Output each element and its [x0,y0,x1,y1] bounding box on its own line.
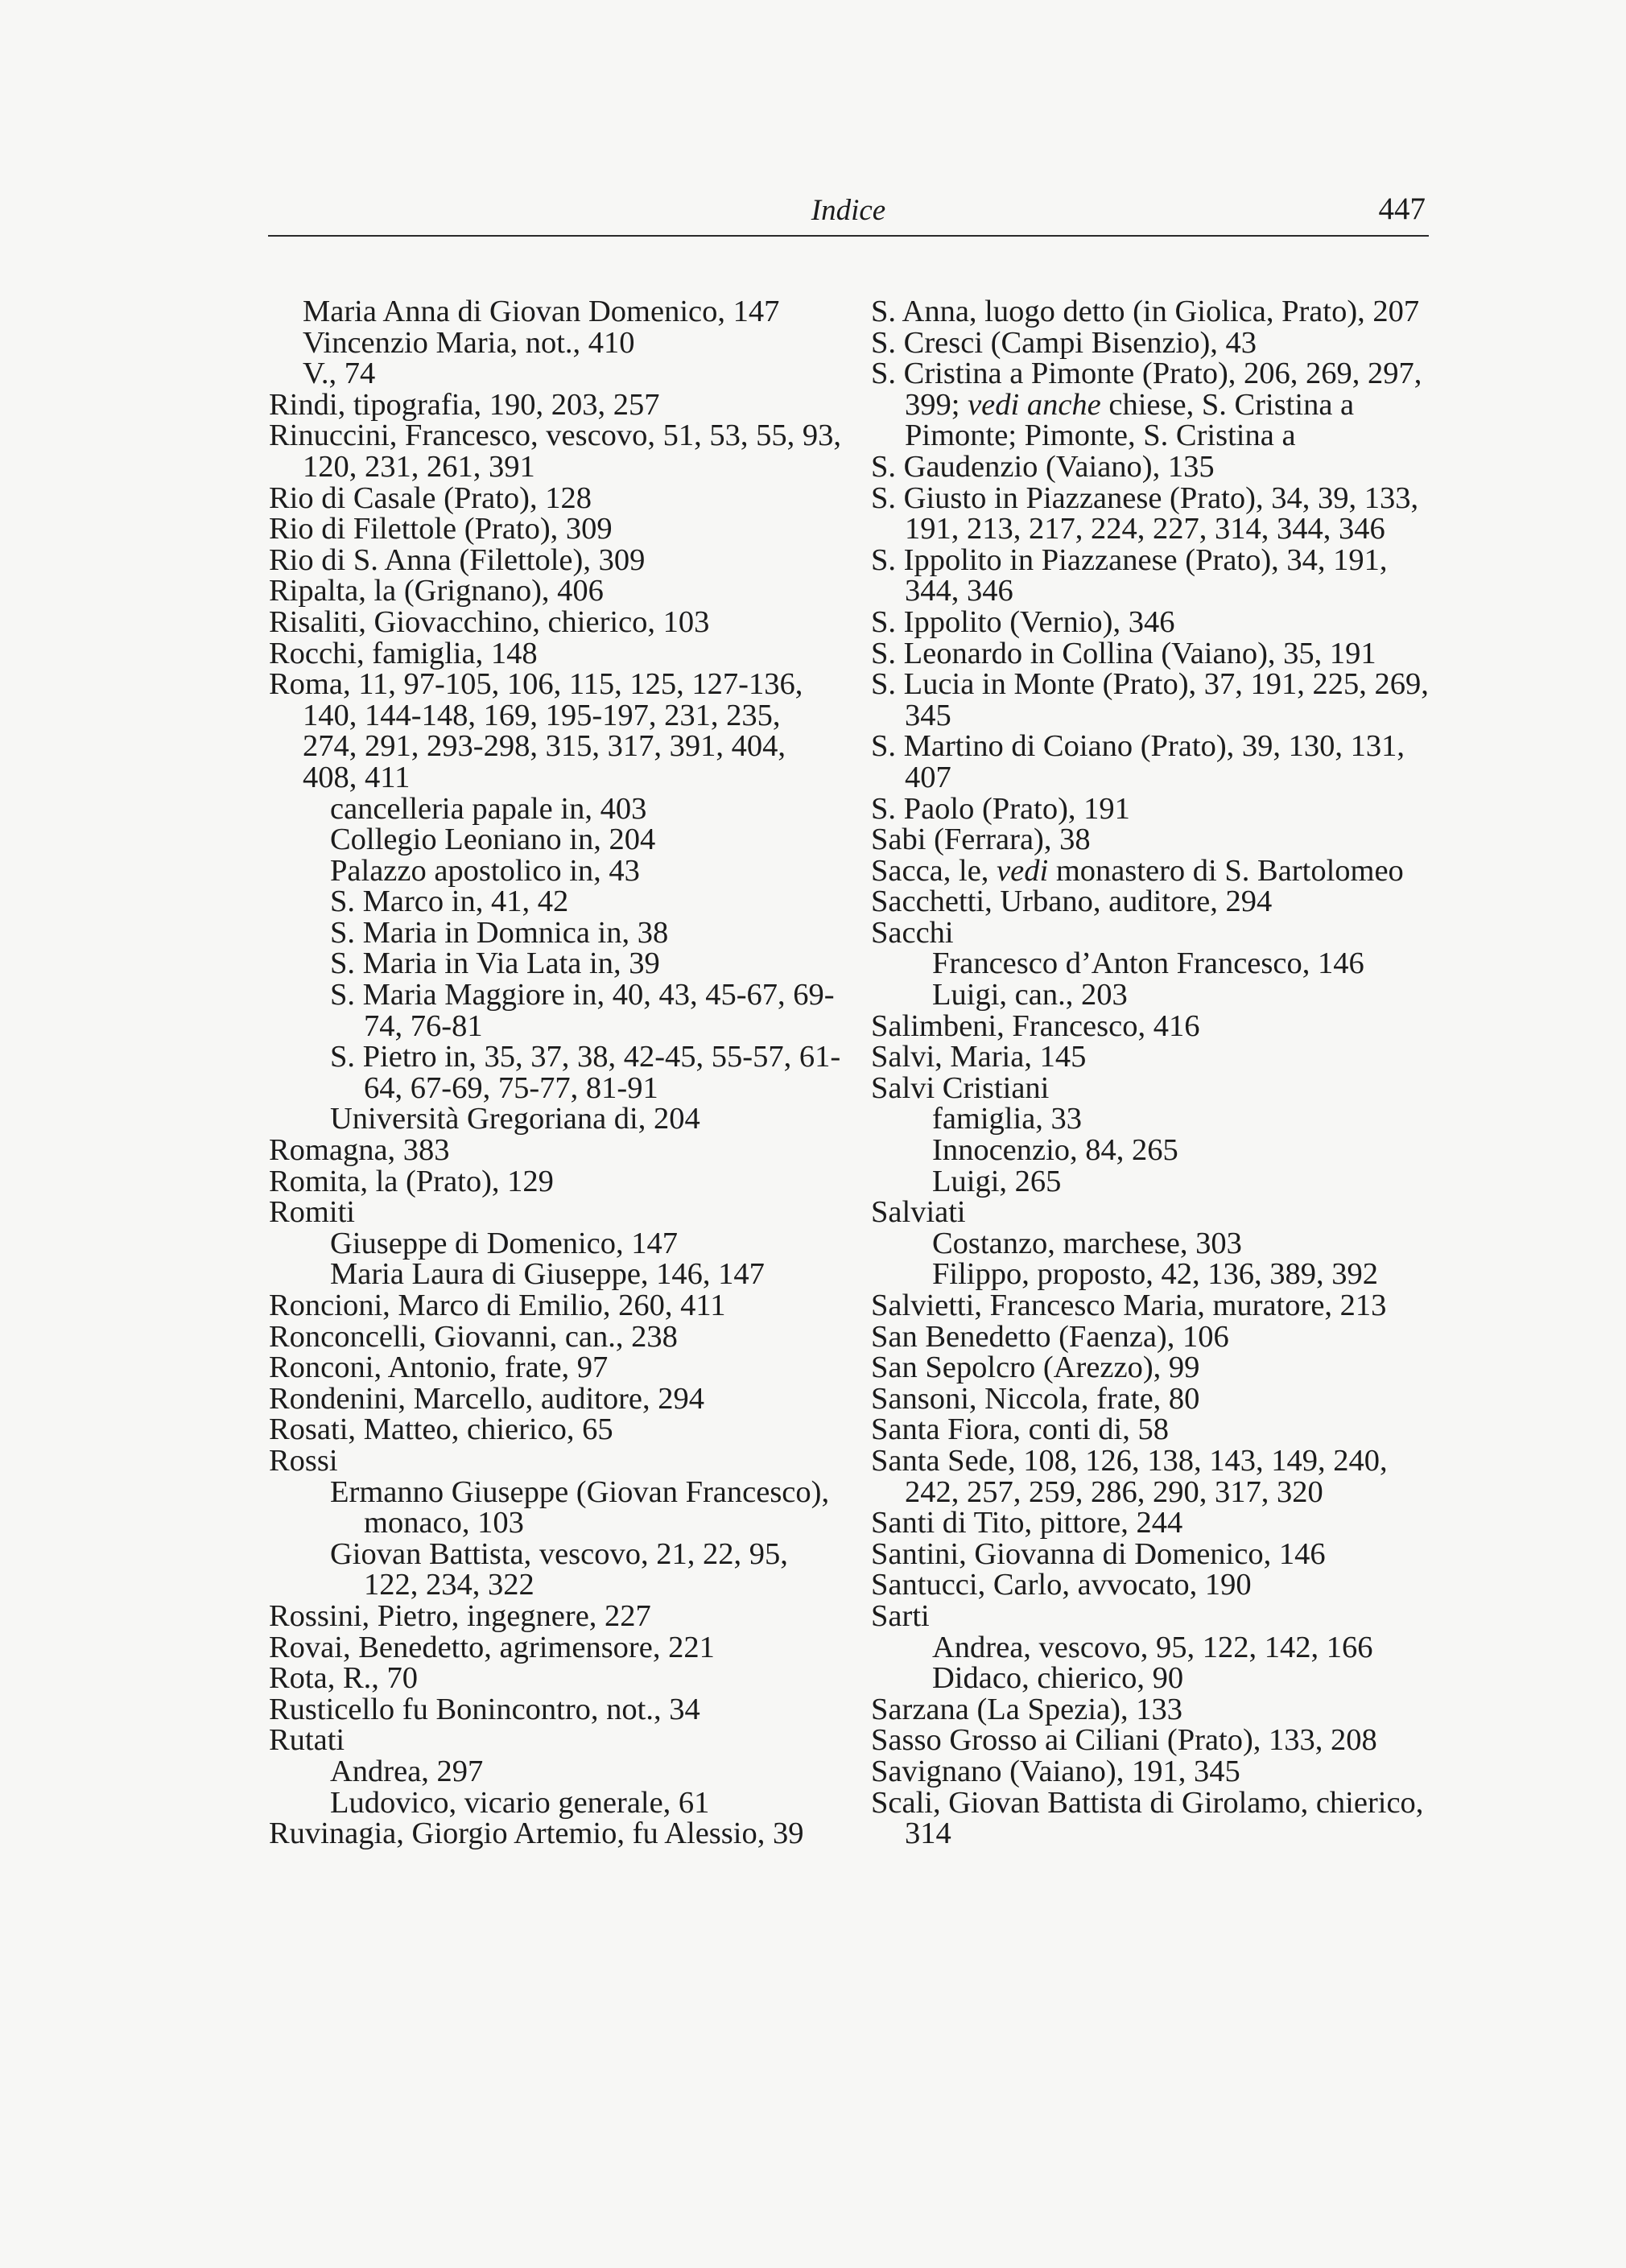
index-entry: S. Lucia in Monte (Prato), 37, 191, 225, 269, 345 [871,667,1429,732]
index-entry: Maria Laura di Giuseppe, 146, 147 [330,1257,765,1292]
index-entry: S. Giusto in Piazzanese (Prato), 34, 39, 133, 191, 213, 217, 224, 227, 314, 344, 346 [871,480,1419,546]
index-entry: Rossi [269,1443,338,1478]
cross-reference: vedi [997,853,1049,888]
index-entry: Rio di Casale (Prato), 128 [269,480,592,515]
index-entry: S. Martino di Coiano (Prato), 39, 130, 131, 407 [871,729,1405,794]
index-entry: S. Ippolito in Piazzanese (Prato), 34, 191, 344, 346 [871,542,1388,608]
index-entry: Rutati [269,1723,345,1758]
index-entry: Filippo, proposto, 42, 136, 389, 392 [932,1257,1379,1292]
index-entry: Rinuccini, Francesco, vescovo, 51, 53, 55, 93, 120, 231, 261, 391 [269,419,842,484]
index-entry: S. Leonardo in Collina (Vaiano), 35, 191 [871,636,1376,670]
index-entry: V., 74 [303,357,376,391]
index-entry: S. Pietro in, 35, 37, 38, 42-45, 55-57, 61-64, 67-69, 75-77, 81-91 [330,1040,841,1105]
index-entry: Francesco d’Anton Francesco, 146 [932,946,1364,981]
index-entry: S. Maria in Via Lata in, 39 [330,946,660,981]
index-entry: Rio di Filettole (Prato), 309 [269,512,613,546]
index-entry: San Benedetto (Faenza), 106 [871,1319,1229,1354]
index-entry: Risaliti, Giovacchino, chierico, 103 [269,604,710,639]
index-entry: Palazzo apostolico in, 43 [330,853,640,888]
index-entry: Santucci, Carlo, avvocato, 190 [871,1568,1252,1602]
index-entry: S. Maria Maggiore in, 40, 43, 45-67, 69-74, 76-81 [330,978,835,1043]
entry-text: Sacca, le, [871,853,997,888]
index-entry: Sarti [871,1598,930,1633]
index-entry: Collegio Leoniano in, 204 [330,823,656,857]
index-entry: Salviati [871,1195,966,1230]
index-entry [871,853,1434,888]
index-entry: Romiti [269,1195,355,1230]
index-entry [871,358,1434,452]
cross-reference: vedi anche [968,387,1101,422]
index-entry: Rosati, Matteo, chierico, 65 [269,1412,613,1447]
index-entry: cancelleria papale in, 403 [330,791,647,826]
index-entry: Romita, la (Prato), 129 [269,1164,554,1198]
index-entry: Santa Fiora, conti di, 58 [871,1412,1169,1447]
index-entry: famiglia, 33 [932,1102,1083,1136]
entry-text: chiese, S. Cristina a Pimonte; Pimonte, S. Cristina a [905,387,1355,453]
index-entry: Ludovico, vicario generale, 61 [330,1785,710,1820]
index-entry: Salimbeni, Francesco, 416 [871,1008,1200,1043]
index-entry: Scali, Giovan Battista di Girolamo, chierico, 314 [871,1785,1424,1851]
index-entry: S. Marco in, 41, 42 [330,885,569,919]
index-entry: Roma, 11, 97-105, 106, 115, 125, 127-136, 140, 144-148, 169, 195-197, 231, 235, 274, 291, 293-298, 315, 317, 391, 404, 408, 411 [269,667,803,794]
index-entry: Rondenini, Marcello, auditore, 294 [269,1381,705,1416]
index-entry: S. Ippolito (Vernio), 346 [871,604,1175,639]
index-entry: Sarzana (La Spezia), 133 [871,1692,1182,1726]
page-number: 447 [1378,192,1426,226]
index-entry: Sansoni, Niccola, frate, 80 [871,1381,1200,1416]
index-entry: Costanzo, marchese, 303 [932,1226,1242,1260]
index-entry: Savignano (Vaiano), 191, 345 [871,1754,1240,1788]
index-entry: Maria Anna di Giovan Domenico, 147 [303,295,780,328]
index-entry: Andrea, 297 [330,1754,484,1788]
index-entry: S. Paolo (Prato), 191 [871,791,1130,826]
index-entry: Salvi, Maria, 145 [871,1040,1087,1074]
index-entry: Innocenzio, 84, 265 [932,1133,1178,1168]
index-entry: Salvietti, Francesco Maria, muratore, 213 [871,1289,1387,1322]
entry-text: S. Cristina a Pimonte (Prato), 206, 269, 297, 399; [871,357,1422,422]
index-entry: Vincenzio Maria, not., 410 [303,325,635,360]
index-entry: Luigi, 265 [932,1164,1062,1198]
index-entry: Roncioni, Marco di Emilio, 260, 411 [269,1289,726,1322]
index-entry: Rota, R., 70 [269,1661,419,1696]
index-entry: S. Gaudenzio (Vaiano), 135 [871,449,1215,484]
index-entry: Rindi, tipografia, 190, 203, 257 [269,387,660,422]
index-entry: S. Anna, luogo detto (in Giolica, Prato), 207 [871,295,1420,328]
index-entry: Ruvinagia, Giorgio Artemio, fu Alessio, 39 [269,1816,804,1851]
index-entry: Rio di S. Anna (Filettole), 309 [269,542,646,577]
index-entry: S. Cresci (Campi Bisenzio), 43 [871,325,1257,360]
running-title: Indice [811,194,886,227]
index-entry: Rocchi, famiglia, 148 [269,636,538,670]
index-entry: Didaco, chierico, 90 [932,1661,1184,1696]
page-header [268,187,1429,237]
index-entry: Luigi, can., 203 [932,978,1128,1012]
entry-text: monastero di S. Bartolomeo [1048,853,1404,888]
index-entry: S. Maria in Domnica in, 38 [330,915,669,950]
index-entry: Giovan Battista, vescovo, 21, 22, 95, 122, 234, 322 [330,1536,788,1602]
index-entry: Sacchetti, Urbano, auditore, 294 [871,885,1273,919]
index-entry: San Sepolcro (Arezzo), 99 [871,1350,1200,1385]
index-entry: Rusticello fu Bonincontro, not., 34 [269,1692,700,1726]
index-entry: Santini, Giovanna di Domenico, 146 [871,1536,1326,1571]
index-entry: Ronconcelli, Giovanni, can., 238 [269,1319,678,1354]
index-entry: Sacchi [871,915,954,950]
index-entry: Ripalta, la (Grignano), 406 [269,574,604,608]
index-entry: Sasso Grosso ai Ciliani (Prato), 133, 208 [871,1723,1377,1758]
index-entry: Rossini, Pietro, ingegnere, 227 [269,1598,651,1633]
index-column-left [269,296,842,1849]
index-entry: Giuseppe di Domenico, 147 [330,1226,678,1260]
index-entry: Rovai, Benedetto, agrimensore, 221 [269,1630,715,1664]
index-entry: Andrea, vescovo, 95, 122, 142, 166 [932,1630,1373,1664]
index-column-right [871,296,1434,1849]
index-entry: Santa Sede, 108, 126, 138, 143, 149, 240, 242, 257, 259, 286, 290, 317, 320 [871,1443,1388,1509]
index-entry: Università Gregoriana di, 204 [330,1102,700,1136]
index-entry: Sabi (Ferrara), 38 [871,823,1091,857]
index-entry: Romagna, 383 [269,1133,450,1168]
index-entry: Ermanno Giuseppe (Giovan Francesco), monaco, 103 [330,1474,830,1540]
index-entry: Salvi Cristiani [871,1070,1050,1105]
index-entry: Ronconi, Antonio, frate, 97 [269,1350,609,1385]
index-entry: Santi di Tito, pittore, 244 [871,1506,1183,1540]
